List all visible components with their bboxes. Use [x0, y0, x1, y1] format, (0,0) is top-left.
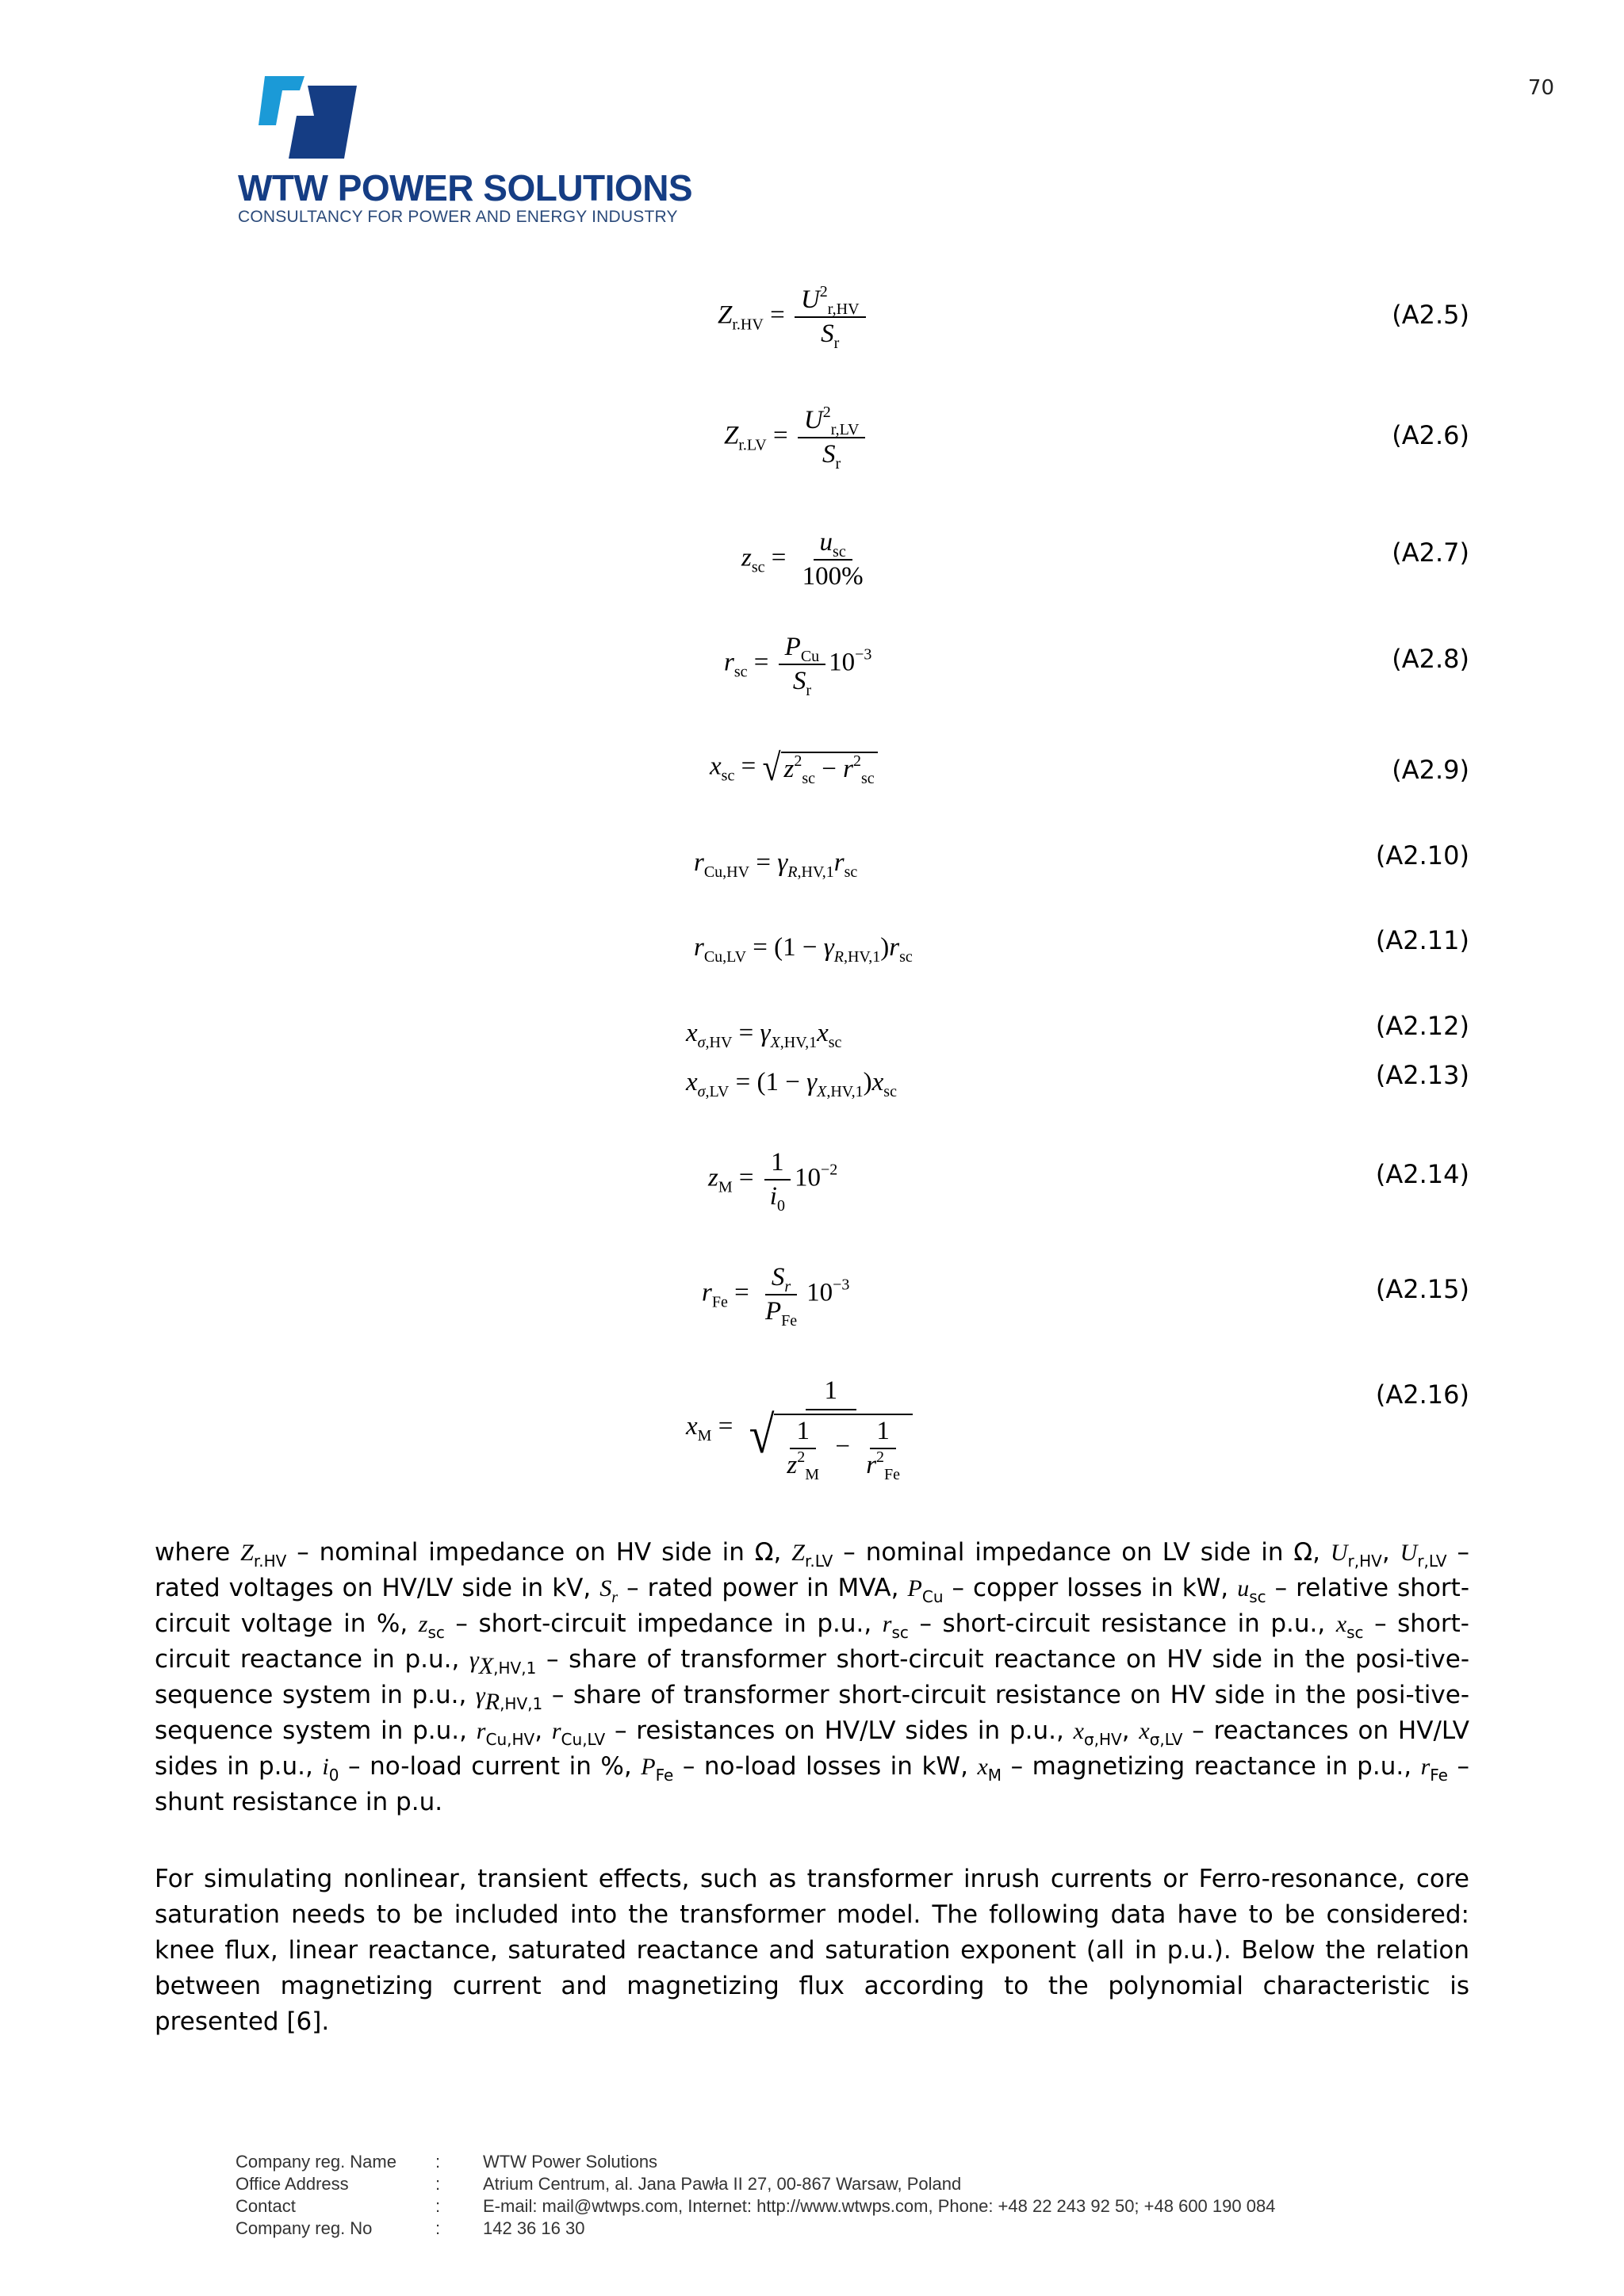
footer-row-company-reg-no: [236, 2218, 1275, 2240]
equation-math: $r_{Cu,LV} = (1 - \gamma_{R,HV,1})r_{sc}$: [694, 933, 913, 966]
equation-math: $r_{Fe}$ = $\frac{S_r}{P_{Fe}}$ $10^{-3}$: [702, 1263, 850, 1330]
footer-value: 142 36 16 30: [483, 2218, 585, 2238]
brand-tagline: CONSULTANCY FOR POWER AND ENERGY INDUSTRY: [238, 208, 678, 226]
footer-key: Office Address: [236, 2174, 349, 2194]
equation-math: $Z_{r.LV}$ = $\frac{U^2_{r,LV}}{S_r}$: [724, 408, 868, 468]
footer-value: Atrium Centrum, al. Jana Pawła II 27, 00-867 Warsaw, Poland: [483, 2174, 962, 2194]
page-number: 70: [1527, 76, 1554, 100]
equation-math: $x_{sc}$ = √ $z^2_{sc} - r^2_{sc}$: [710, 752, 878, 785]
equation-math: $x_{\sigma,LV} = (1 - \gamma_{X,HV,1})x_{sc}$: [686, 1068, 897, 1100]
footer-separator: :: [435, 2152, 441, 2172]
equation-math: $x_{\sigma,HV} = \gamma_{X,HV,1}x_{sc}$: [686, 1019, 842, 1051]
wtw-logo-icon: [255, 73, 358, 162]
equation-number: (A2.16): [1375, 1380, 1469, 1410]
footer-key: Company reg. No: [236, 2218, 373, 2238]
equation-number: (A2.5): [1392, 300, 1469, 330]
footer-value: E-mail: mail@wtwps.com, Internet: http://www.wtwps.com, Phone: +48 22 243 92 50; +48 600 190 084: [483, 2196, 1276, 2216]
equation-math: $Z_{r.HV}$ = $\frac{U^2_{r,HV}}{S_r}$: [718, 287, 869, 347]
equation-number: (A2.12): [1375, 1011, 1469, 1041]
equation-number: (A2.11): [1375, 925, 1469, 955]
company-logo: [238, 73, 693, 227]
equation-number: (A2.9): [1392, 755, 1469, 785]
brand-name: WTW POWER SOLUTIONS: [238, 167, 693, 209]
footer-row-contact: [236, 2195, 1275, 2218]
equation-number: (A2.7): [1392, 538, 1469, 568]
saturation-paragraph: For simulating nonlinear, transient effects, such as transformer inrush currents or Ferro-resonance, core saturation needs to be included into the transformer model. The following data have to be considered: knee flux, linear reactance, saturated reactance and saturation exponent (all in p.u.). Below the relation between magnetizing current and magnetizing flux according to the polynomial characteristic is presented [6].: [155, 1865, 1469, 2036]
footer-separator: :: [435, 2174, 441, 2194]
equation-number: (A2.8): [1392, 644, 1469, 674]
equation-number: (A2.14): [1375, 1159, 1469, 1189]
equation-math: $r_{Cu,HV} = \gamma_{R,HV,1}r_{sc}$: [694, 848, 858, 881]
footer-separator: :: [435, 2196, 441, 2216]
footer-separator: :: [435, 2218, 441, 2238]
equation-math: $x_M$ = 1 √ $\frac{1}{z^2_M}$ − $\frac{1}{r^2_{Fe}}$: [686, 1378, 922, 1479]
equation-number: (A2.6): [1392, 420, 1469, 450]
equation-number: (A2.10): [1375, 840, 1469, 871]
equation-math: $z_M$ = $\frac{1}{i_0}$ $10^{-2}$: [708, 1148, 838, 1215]
equation-number: (A2.15): [1375, 1274, 1469, 1304]
equation-math: $r_{sc}$ = $\frac{P_{Cu}}{S_r}$ $10^{-3}$: [724, 633, 872, 699]
footer-row-office-address: [236, 2173, 1275, 2195]
footer-key: Contact: [236, 2196, 296, 2216]
equation-math: $z_{sc}$ = $\frac{u_{sc}}{100\%}$: [741, 528, 864, 591]
page-footer: [236, 2151, 1275, 2240]
footer-row-company-name: [236, 2151, 1275, 2173]
definitions-paragraph: where $Z_{r.HV}$ – nominal impedance on HV side in Ω, $Z_{r.LV}$ – nominal impedance on LV side in Ω, $U_{r,HV}$, $U_{r,LV}$ – rated voltages on HV/LV side in kV, $S_r$ – rated power in MVA, $P_{Cu}$ – copper losses in kW, $u_{sc}$ – relative short-circuit voltage in %, $z_{sc}$ – short-circuit impedance in p.u., $r_{sc}$ – short-circuit resistance in p.u., $x_{sc}$ – short-circuit reactance in p.u., $\gamma_{X,HV,1}$ – share of transformer short-circuit reactance on HV side in the posi-tive-sequence system in p.u., $\gamma_{R,HV,1}$ – share of transformer short-circuit resistance on HV side in the posi-tive-sequence system in p.u., $r_{Cu,HV}$, $r_{Cu,LV}$ – resistances on HV/LV sides in p.u., $x_{\sigma,HV}$, $x_{\sigma,LV}$ – reactances on HV/LV sides in p.u., $i_0$ – no-load current in %, $P_{Fe}$ – no-load losses in kW, $x_M$ – magnetizing reactance in p.u., $r_{Fe}$ – shunt resistance in p.u.: [155, 1538, 1470, 1816]
footer-value: WTW Power Solutions: [483, 2152, 658, 2172]
equation-number: (A2.13): [1375, 1060, 1469, 1090]
footer-key: Company reg. Name: [236, 2152, 396, 2172]
